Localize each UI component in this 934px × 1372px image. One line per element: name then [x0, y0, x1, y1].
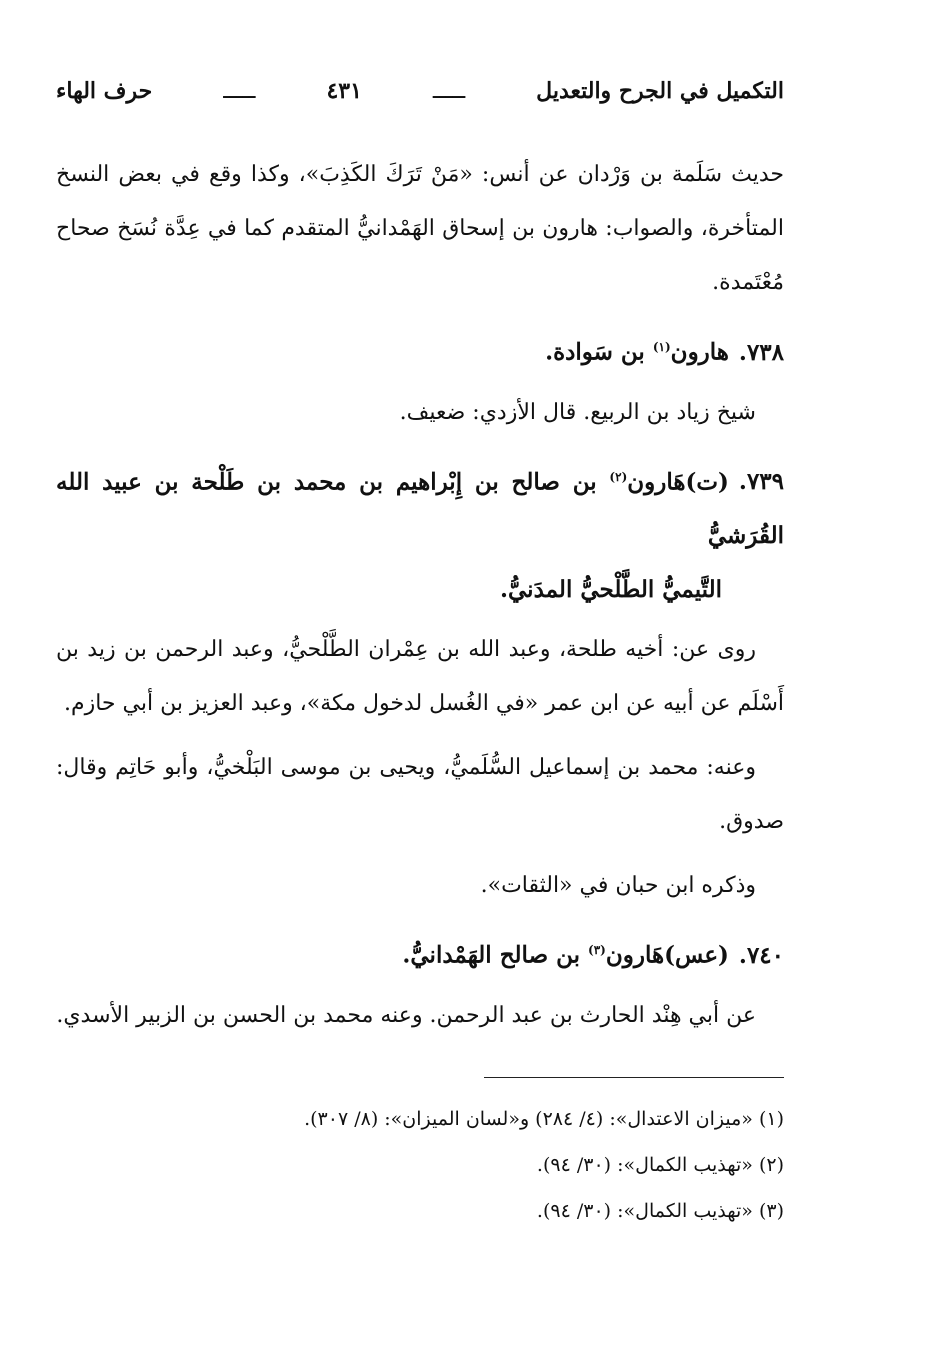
entry-code: (عس) [664, 941, 729, 969]
entry-paragraph: وعنه: محمد بن إسماعيل السُّلَميُّ، ويحيى بن موسى البَلْخيُّ، وأبو حَاتِم وقال: صدوق. [56, 755, 784, 835]
entry-name-rest: بن صالح بن إِبْراهيم بن محمد بن طَلْحة بن عبيد الله القُرَشيُّ [56, 468, 784, 550]
entry-paragraph: شيخ زياد بن الربيع. قال الأزدي: ضعيف. [399, 399, 756, 425]
text-line: حديث سَلَمة بن وَرْدان عن أنس: «مَنْ تَرَكَ الكَذِبَ»، وكذا وقع في بعض [118, 162, 784, 187]
entry-paragraph: وذكره ابن حبان في «الثقات». [480, 873, 756, 899]
entry-number: ٧٤٠. [738, 941, 784, 969]
footnote: (٢) «تهذيب الكمال»: (٣٠/ ٩٤). [536, 1153, 784, 1176]
entry-paragraph: عن أبي هِنْد الحارث بن عبد الرحمن. وعنه محمد بن الحسن بن الزبير الأسدي. [56, 1002, 756, 1028]
text-line: نُسَخ صحاح مُعْتَمدة. [56, 216, 784, 295]
page-number: ٤٣١ [326, 78, 362, 104]
entry-number: ٧٣٩. [738, 468, 784, 496]
footnote: (١) «ميزان الاعتدال»: (٤/ ٢٨٤) و«لسان الميزان»: (٨/ ٣٠٧). [304, 1107, 784, 1130]
book-title: التكميل في الجرح والتعديل [536, 78, 784, 104]
entry-name-rest: بن سَوادة. [545, 338, 645, 366]
header-separator: ـــــ [432, 79, 466, 104]
footnotes [56, 1096, 784, 1234]
footnote-ref[interactable]: (١) [652, 340, 671, 354]
entry-code: (ت) [685, 468, 729, 496]
entry-number: ٧٣٨. [738, 338, 784, 366]
entry-name: هَارون [627, 468, 686, 496]
entry-name-rest: بن صالح الهَمْدانيُّ. [402, 941, 581, 969]
footnote-ref[interactable]: (٣) [588, 943, 606, 958]
paragraph-continued [56, 148, 784, 310]
entry-heading-738 [56, 320, 784, 380]
section-title: حرف الهاء [56, 78, 153, 104]
text-line: النسخ المتأخرة، والصواب: هارون بن إسحاق الهَمْدانيُّ المتقدم كما في عِدَّة [56, 162, 784, 241]
footnote: (٣) «تهذيب الكمال»: (٣٠/ ٩٤). [536, 1199, 784, 1222]
running-header [56, 78, 784, 118]
entry-heading-739 [56, 450, 784, 618]
entry-name: هارون [670, 338, 729, 366]
book-page [56, 78, 784, 1234]
entry-paragraph: روى عن: أخيه طلحة، وعبد الله بن عِمْران الطَّلْحيُّ، وعبد الرحمن بن زيد بن أَسْلَم عن أبيه عن ابن عمر «في الغُسل لدخول مكة»، وعبد العزيز بن أبي حازم. [56, 637, 784, 717]
entry-name: هَارون [605, 941, 665, 969]
main-text [56, 148, 784, 1043]
entry-heading-740 [56, 923, 784, 983]
header-separator: ـــــ [223, 79, 256, 104]
entry-name-rest: التَّيميُّ الطَّلْحيُّ المدَنيُّ. [499, 576, 722, 604]
footnote-ref[interactable]: (٢) [609, 469, 628, 484]
footnote-divider [484, 1077, 784, 1078]
